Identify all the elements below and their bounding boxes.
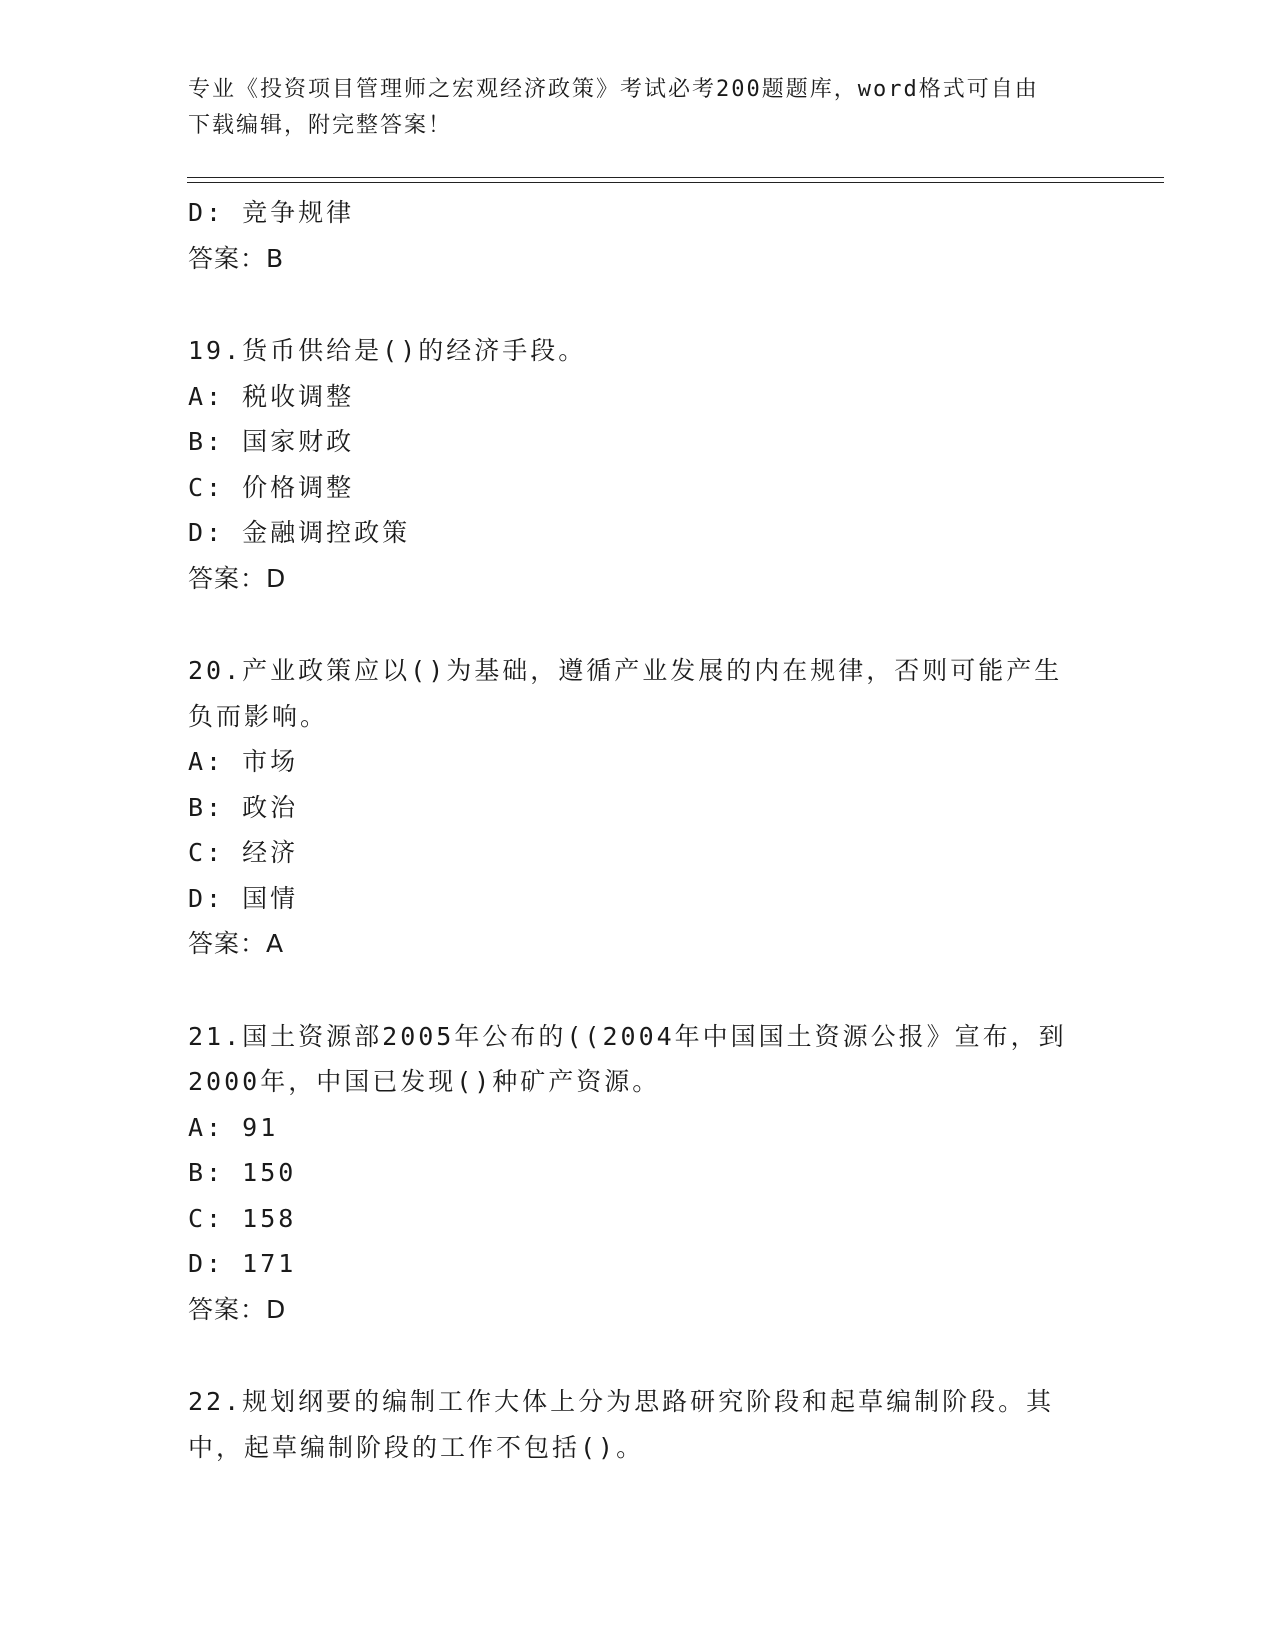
option-c: C: 价格调整 xyxy=(188,472,355,502)
answer: 答案：D xyxy=(188,1294,287,1324)
answer: 答案：B xyxy=(188,243,285,273)
question-stem-line-2: 负而影响。 xyxy=(188,701,329,731)
spacer xyxy=(188,967,1088,1014)
question-stem-line-1: 20.产业政策应以()为基础，遵循产业发展的内在规律，否则可能产生 xyxy=(188,656,1063,685)
spacer xyxy=(188,601,1088,648)
answer: 答案：A xyxy=(188,929,285,958)
question-19 xyxy=(188,328,1088,601)
spacer xyxy=(188,281,1088,328)
option-d: D: 竞争规律 xyxy=(188,198,355,227)
option-d: D: 171 xyxy=(188,1249,297,1278)
option-d: D: 金融调控政策 xyxy=(188,518,411,547)
header-rule-top xyxy=(187,177,1164,178)
option-c: C: 经济 xyxy=(188,838,299,867)
option-b: B: 150 xyxy=(188,1158,297,1187)
header-rule-bottom xyxy=(187,182,1164,183)
option-b: B: 政治 xyxy=(188,792,299,822)
option-a: A: 市场 xyxy=(188,747,299,776)
question-21 xyxy=(188,1014,1088,1333)
option-b: B: 国家财政 xyxy=(188,427,355,456)
option-d: D: 国情 xyxy=(188,883,299,913)
question-stem-line-2: 中，起草编制阶段的工作不包括()。 xyxy=(188,1432,645,1462)
option-a: A: 91 xyxy=(188,1112,279,1142)
question-stem-line-2: 2000年，中国已发现()种矿产资源。 xyxy=(188,1067,661,1096)
option-a: A: 税收调整 xyxy=(188,381,355,411)
question-22 xyxy=(188,1379,1088,1470)
question-stem: 19.货币供给是()的经济手段。 xyxy=(188,336,587,365)
question-20 xyxy=(188,648,1088,967)
question-list xyxy=(188,190,1088,1470)
answer: 答案：D xyxy=(188,563,287,593)
document-header xyxy=(188,72,1088,144)
question-stem-line-1: 22.规划纲要的编制工作大体上分为思路研究阶段和起草编制阶段。其 xyxy=(188,1387,1055,1416)
option-c: C: 158 xyxy=(188,1203,297,1233)
question-stem-line-1: 21.国土资源部2005年公布的((2004年中国国土资源公报》宣布，到 xyxy=(188,1021,1067,1051)
header-line-1: 专业《投资项目管理师之宏观经济政策》考试必考200题题库，word格式可自由 xyxy=(188,77,1039,102)
prev-question-tail xyxy=(188,190,1088,281)
header-line-2: 下载编辑，附完整答案！ xyxy=(188,113,453,138)
spacer xyxy=(188,1332,1088,1379)
